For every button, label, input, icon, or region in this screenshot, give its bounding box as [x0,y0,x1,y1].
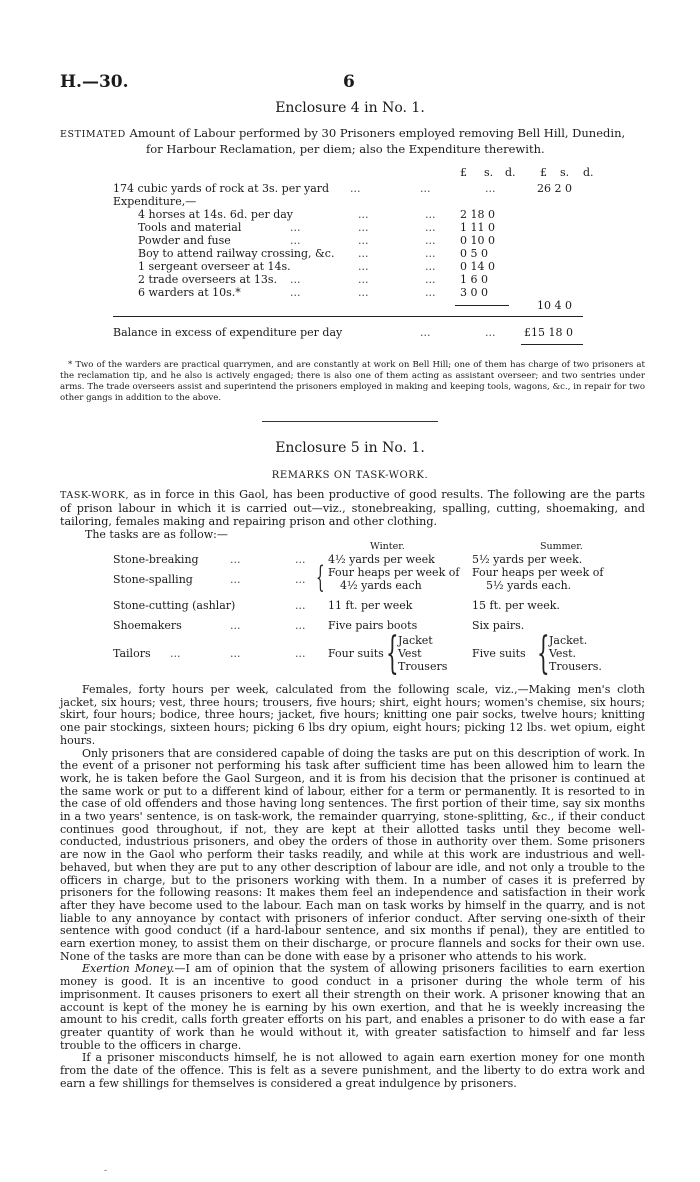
item-value: 0 14 0 [460,260,495,273]
dots: ... [358,286,369,299]
tailor-part-winter: Trousers [398,660,448,673]
task-summer: 5½ yards each. [486,579,572,592]
dots: ... [420,326,431,339]
subtotal-rule [455,305,509,306]
task-work-intro-text: as in force in this Gaol, has been productive of good results. The following are the parts of prison labour in which it is carried out—viz., stonebreaking, spalling, cutting, shoemaking, and tailoring, females making and repairing prison and other clothing. [60,488,645,528]
dots: ... [295,573,306,586]
remarks-subtitle: REMARKS ON TASK-WORK. [271,470,429,481]
task-winter: 4½ yards per week [328,553,435,566]
task-work-intro [60,488,645,528]
enclosure-4-title: Enclosure 4 in No. 1. [275,100,425,116]
tailor-part-winter: Jacket [398,634,433,647]
total-rule [113,316,583,317]
estimated-smallcaps: ESTIMATED [60,129,126,140]
dots: ... [290,234,301,247]
dots: ... [485,326,496,339]
item-value: 1 6 0 [460,273,488,286]
task-winter: 11 ft. per week [328,599,413,612]
item-label: Boy to attend railway crossing, &c. [138,247,335,260]
task-summer: Six pairs. [472,619,525,632]
task-summer: Four heaps per week of [472,566,604,579]
dots: ... [350,182,361,195]
dots: ... [358,260,369,273]
dots: ... [295,619,306,632]
paragraph: Females, forty hours per week, calculated from the following scale, viz.,—Making men's cloth jacket, six hours; vest, three hours; trousers, five hours; shirt, eight hours; women's chemise, six hours; skirt, four hours; bodice, three hours; jacket, five hours; knitting one pair socks, twelve hours; knitting one pair stockings, sixteen hours; picking 6 lbs dry opium, eight hours; picking 12 lbs. wet opium, eight hours. [60,683,645,747]
task-winter: Four suits [328,647,384,660]
tailor-part-summer: Vest. [549,647,577,660]
dots: ... [230,619,241,632]
task-summer: 15 ft. per week. [472,599,560,612]
task-name: Stone-cutting (ashlar) [113,599,236,612]
currency-head-pound-2: £ [540,166,547,179]
rock-label: 174 cubic yards of rock at 3s. per yard [113,182,330,195]
col-summer: Summer. [540,541,583,552]
task-summer: 5½ yards per week. [472,553,583,566]
exertion-heading: Exertion Money. [82,962,175,976]
dots: ... [425,286,436,299]
footnote: * Two of the warders are practical quarrymen, and are constantly at work on Bell Hill; one of them has charge of two prisoners at the reclamation tip, and he also is actively engaged; there is also one of them acting as assistant overseer; and two sentries under arms. The trade overseers assist and superintend the prisoners employed in making and keeping tools, wagons, &c., in repair for two other gangs in addition to the above. [60,360,645,403]
dots: ... [358,208,369,221]
tasks-intro: The tasks are as follow:— [85,528,228,541]
paragraph: If a prisoner misconducts himself, he is not allowed to again earn exertion money for one month from the date of the offence. This is felt as a severe punishment, and the liberty to do extra work and earn a few shillings for themselves is considered a great indulgence by prisoners. [60,1051,645,1090]
item-value: 1 11 0 [460,221,495,234]
item-value: 2 18 0 [460,208,495,221]
page-mark: - [104,1166,108,1176]
task-winter: Five pairs boots [328,619,418,632]
tailor-part-winter: Vest [398,647,422,660]
dots: ... [290,221,301,234]
estimated-rest: Amount of Labour performed by 30 Prisoners employed removing Bell Hill, Dunedin, [129,126,626,140]
dots: ... [425,260,436,273]
dots: ... [290,273,301,286]
dots: ... [425,247,436,260]
item-label: 6 warders at 10s.* [138,286,241,299]
col-winter: Winter. [370,541,405,552]
tailor-part-summer: Trousers. [549,660,602,673]
balance-value: £15 18 0 [524,326,573,339]
dots: ... [295,553,306,566]
dots: ... [358,234,369,247]
dots: ... [420,182,431,195]
section-separator [262,421,438,422]
expenditure-total: 10 4 0 [537,299,572,312]
task-name: Tailors [113,647,151,660]
dots: ... [425,208,436,221]
paragraph [60,963,645,1052]
brace-icon: { [537,628,550,679]
dots: ... [425,234,436,247]
expenditure-label: Expenditure,— [113,195,197,208]
dots: ... [295,599,306,612]
brace-icon: { [386,628,399,679]
balance-label: Balance in excess of expenditure per day [113,326,343,339]
dots: ... [295,647,306,660]
dots: ... [230,553,241,566]
task-name: Shoemakers [113,619,182,632]
task-name: Stone-breaking [113,553,199,566]
dots: ... [358,273,369,286]
dots: ... [425,273,436,286]
task-work-smallcaps: TASK-WORK, [60,490,130,501]
item-label: 4 horses at 14s. 6d. per day [138,208,294,221]
estimate-heading [60,126,645,157]
dots: ... [425,221,436,234]
report-code: H.—30. [60,72,129,92]
task-summer: Five suits [472,647,526,660]
currency-head-pound-1: £ [460,166,467,179]
brace-icon: { [316,560,325,595]
balance-rule [521,344,583,345]
paragraph: Only prisoners that are considered capable of doing the tasks are put on this description of work. In the event of a prisoner not performing his task after sufficient time has been allowed him to learn the work, he is taken before the Gaol Surgeon, and it is from his decision that the prisoner is continued at the same work or put to a different kind of labour, either for a term or permanently. It is resorted to in the case of old offenders and those having long sentences. The first portion of their time, say six months in a two years' sentence, is on task-work, the remainder quarrying, stone-splitting, &c., if their conduct continues good throughout, if not, they are kept at their allotted tasks until they become well-conducted, industrious prisoners, and obey the orders of those in authority over them. Some prisoners are now in the Gaol who perform their tasks readily, and while at this work are industrious and well-behaved, but when they are put to any other description of labour are idle, and not only a trouble to the officers in charge, but to the prisoners working with them. In a number of cases it is preferred by prisoners for the following reasons: It makes them feel an independence and satisfaction in their work after they have become used to the labour. Each man on task works by himself in the quarry, and is not liable to any annoyance by contact with prisoners of inferior conduct. After serving one-sixth of their sentence with good conduct (if a hard-labour sentence, and six months if penal), they are entitled to earn exertion money, to assist them on their discharge, or procure flannels and socks for their own use. None of the tasks are more than can be done with ease by a prisoner who attends to his work. [60,746,645,963]
item-label: Powder and fuse [138,234,231,247]
dots: ... [485,182,496,195]
exertion-text: —I am of opinion that the system of allowing prisoners facilities to earn exertion money is good. It is an incentive to good conduct in a prisoner during the whole term of his imprisonment. It causes prisoners to exert all their strength on their work. A prisoner knowing that an account is kept of the money he is earning by his own exertion, and that he is weekly increasing the amount to his credit, calls forth greater efforts on his part, and enables a prisoner to do with ease a far greater quantity of work than he would without it, with greater satisfaction to himself and far less trouble to the officers in charge. [60,962,645,1052]
task-name: Stone-spalling [113,573,193,586]
page-number: 6 [343,72,355,92]
remarks-body [60,684,645,1091]
dots: ... [230,573,241,586]
item-label: 1 sergeant overseer at 14s. [138,260,291,273]
task-winter: 4½ yards each [340,579,422,592]
dots: ... [170,647,181,660]
enclosure-5-title: Enclosure 5 in No. 1. [275,440,425,456]
task-winter: Four heaps per week of [328,566,460,579]
item-value: 0 10 0 [460,234,495,247]
currency-head-pence-1: d. [505,166,516,179]
dots: ... [358,221,369,234]
item-value: 3 0 0 [460,286,488,299]
item-label: 2 trade overseers at 13s. [138,273,278,286]
tailor-part-summer: Jacket. [549,634,588,647]
currency-head-pence-2: d. [583,166,594,179]
estimated-line2: for Harbour Reclamation, per diem; also the Expenditure therewith. [146,142,545,156]
dots: ... [230,647,241,660]
rock-total: 26 2 0 [537,182,572,195]
item-value: 0 5 0 [460,247,488,260]
item-label: Tools and material [138,221,242,234]
dots: ... [358,247,369,260]
dots: ... [290,286,301,299]
currency-head-shilling-1: s. [484,166,494,179]
currency-head-shilling-2: s. [560,166,570,179]
